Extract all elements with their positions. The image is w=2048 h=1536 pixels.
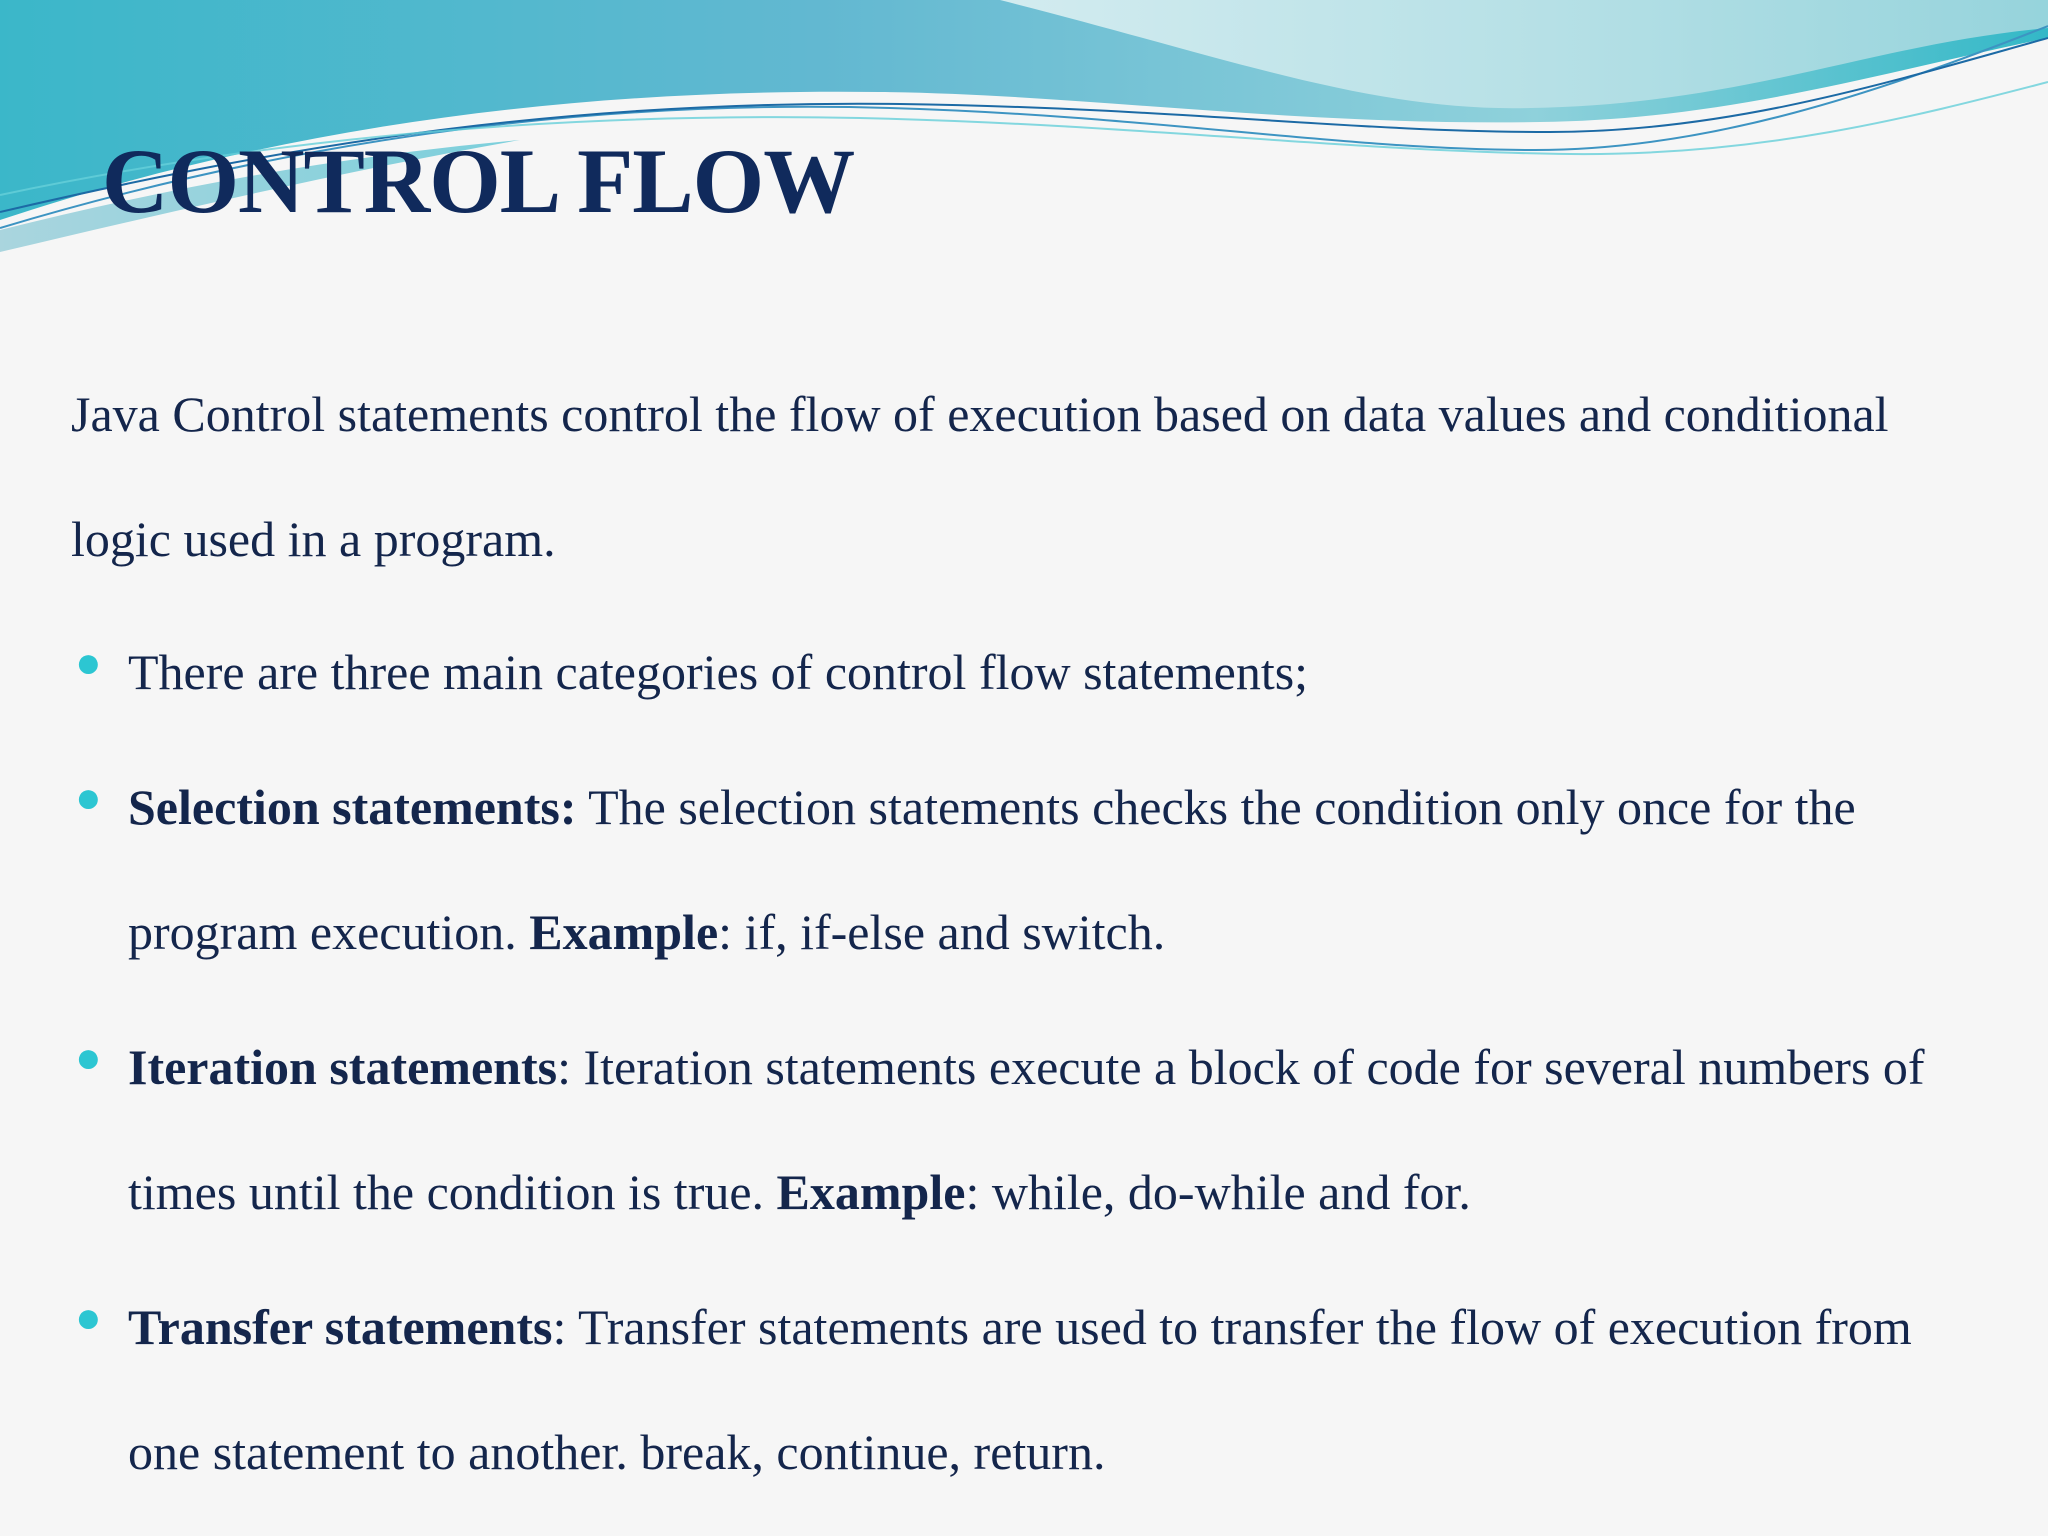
example-label: Example [776, 1164, 966, 1220]
bullet-text [128, 1039, 1925, 1220]
bullet-list [71, 610, 1991, 1515]
bullet-item-transfer [71, 1265, 1991, 1515]
bullet-dot-icon: ● [75, 1293, 102, 1342]
bullet-item-iteration [71, 1005, 1991, 1255]
bullet-dot-icon: ● [75, 1033, 102, 1082]
bullet-description: The selection statements checks the condition only once for the program execution. [128, 779, 1856, 960]
intro-paragraph: Java Control statements control the flow of execution based on data values and conditional logic used in a program. [71, 386, 1889, 567]
bullet-dot-icon: ● [75, 773, 102, 822]
bullet-dot-icon: ● [75, 638, 102, 687]
example-text: : if, if-else and switch. [718, 904, 1166, 960]
example-label: Example [529, 904, 719, 960]
slide-title: CONTROL FLOW [102, 130, 855, 232]
bullet-item-categories [71, 610, 1991, 735]
bullet-item-selection [71, 745, 1991, 995]
example-text: : while, do-while and for. [965, 1164, 1471, 1220]
bullet-text: There are three main categories of control flow statements; [128, 644, 1309, 700]
bullet-description: : Iteration statements execute a block of code for several numbers of times until the condition is true. [128, 1039, 1925, 1220]
bullet-lead: Transfer statements [128, 1299, 553, 1355]
bullet-lead: Selection statements: [128, 779, 577, 835]
bullet-description: : Transfer statements are used to transfer the flow of execution from one statement to another. break, continue, return. [128, 1299, 1912, 1480]
slide-content [71, 352, 1991, 1525]
bullet-text [128, 779, 1856, 960]
bullet-text [128, 1299, 1912, 1480]
bullet-lead: Iteration statements [128, 1039, 558, 1095]
